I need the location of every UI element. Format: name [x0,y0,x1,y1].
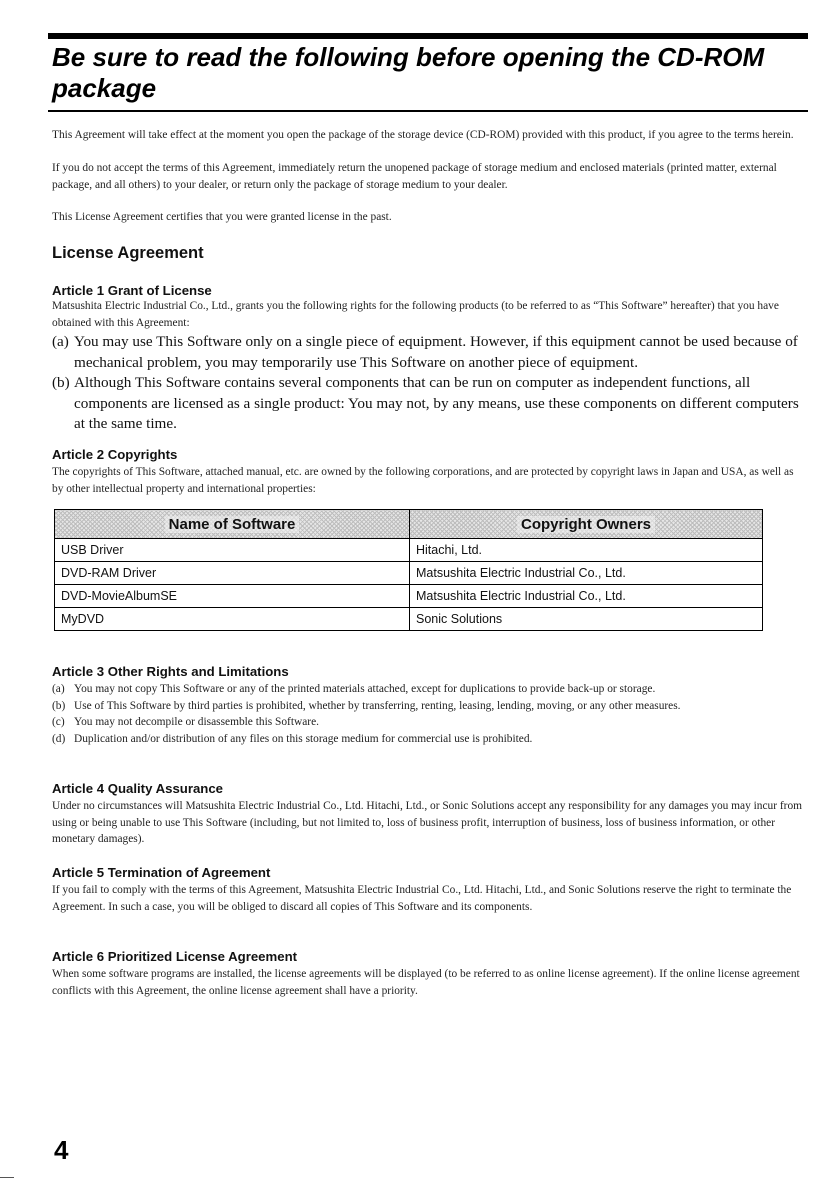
title-rule [48,110,808,112]
article-1-body: Matsushita Electric Industrial Co., Ltd., grants you the following rights for the following products (to be referred to as “This Software” hereafter) that you have obtained with this Agreement: [52,300,779,329]
article-6-body: When some software programs are installed, the license agreements will be displayed (to be referred to as online license agreement). If the online license agreement conflicts with this Agreement, the online license agreement shall have a priority. [52,968,800,997]
copyright-owner-cell: Matsushita Electric Industrial Co., Ltd. [410,562,763,585]
list-item [52,373,804,435]
top-rule [48,33,808,39]
article-3-heading: Article 3 Other Rights and Limitations [52,664,289,679]
corner-mark [0,1177,14,1178]
table-row [55,539,763,562]
list-item [52,731,804,748]
software-name-cell: DVD-MovieAlbumSE [55,585,410,608]
list-marker: (a) [52,683,65,695]
table-row [55,585,763,608]
article-4-body: Under no circumstances will Matsushita Electric Industrial Co., Ltd. Hitachi, Ltd., or Sonic Solutions accept any responsibility for any damages you may incur from using or being unable to use This Software (including, but not limited to, loss of business profit, interruption of business, loss of business information, or other monetary damages). [52,800,803,845]
list-marker: (d) [52,732,66,745]
table-row [55,608,763,631]
article-2-body: The copyrights of This Software, attached manual, etc. are owned by the following corporations, and are protected by copyright laws in Japan and USA, as well as by other intellectual property and international properties: [52,466,794,495]
article-1-list [52,332,804,435]
page-number: 4 [54,1135,69,1165]
article-6-heading: Article 6 Prioritized License Agreement [52,949,298,964]
copyright-owner-cell: Sonic Solutions [410,608,763,631]
page-title: Be sure to read the following before opening the CD-ROM package [52,42,765,103]
list-text: You may use This Software only on a single piece of equipment. However, if this equipment cannot be used because of mechanical problem, you may temporarily use This Software on another piece of equipment. [74,333,798,371]
intro-paragraph-2: If you do not accept the terms of this Agreement, immediately return the unopened package of storage medium and enclosed materials (printed matter, external package, and all others) to your dealer, or return only the package of storage medium to your dealer. [52,162,777,191]
list-text: Although This Software contains several components that can be run on computer as independent functions, all components are licensed as a single product: You may not, by any means, use these components on different computers at the same time. [74,374,799,432]
list-item [52,714,804,731]
list-item [52,332,804,373]
article-3-list [52,681,804,747]
software-name-cell: USB Driver [55,539,410,562]
table-row [55,562,763,585]
list-marker: (b) [52,374,70,391]
copyright-table [54,509,763,631]
table-header-row [55,510,763,539]
copyright-owner-cell: Matsushita Electric Industrial Co., Ltd. [410,585,763,608]
list-marker: (a) [52,333,69,350]
column-header-software: Name of Software [55,510,410,539]
copyright-owner-cell: Hitachi, Ltd. [410,539,763,562]
list-text: You may not copy This Software or any of the printed materials attached, except for duplications to provide back-up or storage. [74,683,656,695]
list-marker: (b) [52,699,66,712]
article-5-body: If you fail to comply with the terms of this Agreement, Matsushita Electric Industrial Co., Ltd. Hitachi, Ltd., and Sonic Solutions reserve the right to terminate the Agreement. In such a case, you will be obliged to discard all copies of This Software and its components. [52,884,792,913]
list-item [52,698,804,715]
list-item [52,681,804,698]
list-text: Use of This Software by third parties is prohibited, whether by transferring, renting, leasing, lending, moving, or any other measures. [74,699,681,712]
list-text: You may not decompile or disassemble this Software. [74,716,319,728]
intro-paragraph-3: This License Agreement certifies that you were granted license in the past. [52,211,392,223]
article-2-heading: Article 2 Copyrights [52,447,178,462]
intro-paragraph-1: This Agreement will take effect at the moment you open the package of the storage device (CD-ROM) provided with this product, if you agree to the terms herein. [52,129,794,141]
article-4-heading: Article 4 Quality Assurance [52,781,224,796]
license-agreement-heading: License Agreement [52,244,204,262]
software-name-cell: MyDVD [55,608,410,631]
software-name-cell: DVD-RAM Driver [55,562,410,585]
article-5-heading: Article 5 Termination of Agreement [52,865,271,880]
list-marker: (c) [52,716,65,728]
article-1-heading: Article 1 Grant of License [52,283,212,298]
list-text: Duplication and/or distribution of any files on this storage medium for commercial use is prohibited. [74,732,533,745]
column-header-owners: Copyright Owners [410,510,763,539]
